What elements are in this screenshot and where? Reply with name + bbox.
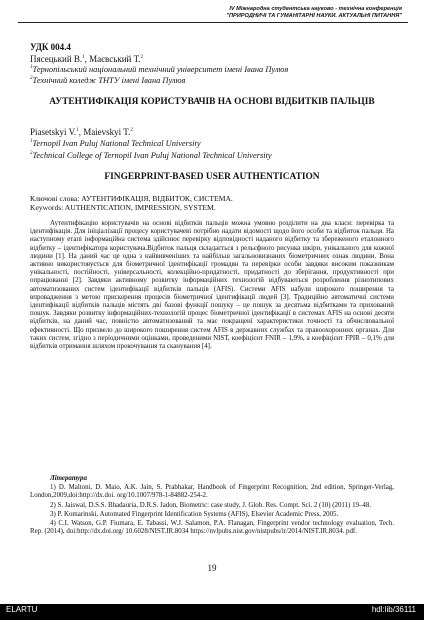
affiliation-1-en-mark: 1 xyxy=(30,139,33,145)
author-separator-en: , xyxy=(78,127,84,137)
paper-title-en: FINGERPRINT-BASED USER AUTHENTICATION xyxy=(104,172,320,182)
page-number: 19 xyxy=(207,563,217,573)
keywords-ua: Ключові слова: АУТЕНТИФІКАЦІЯ, ВІДБИТОК, СИСТЕМА. xyxy=(30,194,233,203)
affiliation-1-ua xyxy=(30,65,288,75)
affiliation-2-ua xyxy=(30,76,185,86)
author-2-en: Maievskyi T. xyxy=(83,127,131,137)
affiliation-1-ua-mark: 1 xyxy=(30,65,33,71)
footer-handle: hdl:lib/36111 xyxy=(371,605,416,614)
author-1-en-affiliation-mark: 1 xyxy=(76,128,79,133)
author-2-en-affiliation-mark: 2 xyxy=(130,128,133,133)
author-1-ua-affiliation-mark: 1 xyxy=(82,55,85,60)
affiliation-1-ua-text: Тернопільський національний технічний університет імені Івана Пулюя xyxy=(32,65,289,74)
conference-header xyxy=(30,6,402,19)
conference-header-line2: "ПРИРОДНИЧІ ТА ГУМАНІТАРНІ НАУКИ. АКТУАЛЬНІ ПИТАННЯ" xyxy=(226,12,402,19)
paper-title-ua: АУТЕНТИФІКАЦІЯ КОРИСТУВАЧІВ НА ОСНОВІ ВІДБИТКІВ ПАЛЬЦІВ xyxy=(49,97,375,107)
reference-item: 3) P. Komarinski, Automated Fingerprint Identification Systems (AFIS), Elsevier Academic Press, 2005. xyxy=(50,510,339,518)
affiliation-2-ua-mark: 2 xyxy=(30,76,33,82)
authors-ua xyxy=(30,54,143,64)
reference-item: 1) D. Maltoni, D. Maio, A.K. Jain, S. Prabhakar, Handbook of Fingerprint Recognition, 2nd edition, Springer-Verlag, London,2009,doi:http://dx.doi. org/10.1007/978-1-84882-254-2. xyxy=(30,484,394,500)
author-separator-ua: , xyxy=(84,54,90,64)
affiliation-2-ua-text: Технічний коледж ТНТУ імені Івана Пулюя xyxy=(32,76,186,85)
udk-code: УДК 004.4 xyxy=(30,42,71,52)
author-1-en: Piasetskyi V. xyxy=(30,127,77,137)
header-rule xyxy=(18,22,408,23)
author-2-ua: Маєвський Т. xyxy=(89,54,141,64)
affiliation-2-en-mark: 2 xyxy=(30,151,33,157)
reference-item: 2) S. Jaiswal, D.S.S. Bhadauria, D.R.S. Jadon, Biometric: case study, J. Glob. Res. Compt. Sci. 2 (10) (2011) 19–48. xyxy=(50,501,372,509)
affiliation-2-en-text: Technical College of Ternopil Ivan Puluj National Technical University xyxy=(32,151,272,160)
author-1-ua: Пясецький В. xyxy=(30,54,83,64)
references-list xyxy=(30,484,394,538)
body-paragraph: Аутентифікацію користувачів на основі відбитків пальців можна умовно розділити на два класи: перевірка та ідентифікація. Для ініціалізації процесу користувачеві потрібно надати відомості щодо його особи та відбиток пальця. На наступному етапі інформаційна система здійснює перевірку відповідності наданого відбитку та збереженого еталонного відбитку – ідентифікатора користувача.Відбиток пальця складається з рельєфного рисунка шкіри, унікального для кожної людини [1]. На даний час це одна з найвивченіших та найбільш загальновизнаних біометричних ознак людини. Вона активно використовується для біометричної ідентифікації громадян та перевірки особи завдяки високим показникам унікальності, постійності, універсальності, колекційно-придатності, придатності до зберігання, продуктивності при опрацюванні [2]. Завдяки активному розвитку інформаційних технологій відбуваються розроблення різнотипових автоматизованих систем ідентифікації відбитків пальців (AFIS). Системи AFIS набули широкого поширення та впровадження з метою прискорення процесів біометричної ідентифікації людей [3]. Традиційно автоматичні системи ідентифікації відбитків пальців містять дві базові функції пошуку – це пошук за десятьма відбитками та прихований пошук. Завдяки розвитку інформаційних-технологій процес біометричної ідентифікації в системах AFIS на основі десяти відбитків, на даний час, повністю автоматизований та має покращені характеристики точності та обчислювальної ефективності. Що призвело до широкого поширення систем AFIS в державних службах та правоохоронних органах. Для таких систем, згідно з періодичними оцінками, проведеними NIST, коефіцієнт FNIR – 1,9%, а коефіцієнт FPIR – 0,1% для відбитків отримання шляхом прокочування та сканування [4]. xyxy=(30,220,394,351)
keywords-en: Keywords: AUTHENTICATION, IMPRESSION, SYSTEM. xyxy=(30,203,216,212)
affiliation-1-en-text: Ternopil Ivan Puluj National Technical University xyxy=(32,139,201,148)
author-2-ua-affiliation-mark: 2 xyxy=(140,55,143,60)
conference-header-line1: IV Міжнародна студентська науково - технічна конференція xyxy=(229,6,402,12)
reference-item: 4) C.I. Watson, G.P. Fiumara, E. Tabassi, W.J. Salamon, P.A. Flanagan, Fingerprint vendor technology evaluation, Tech. Rep. (2014), doi:http://dx.doi.org/ 10.6028/NIST.IR.8034 https://nvlpubs.nist.gov/nistpubs/ir/2014/NIST.IR.8034. pdf. xyxy=(30,520,394,536)
affiliation-1-en xyxy=(30,139,201,149)
authors-en xyxy=(30,127,133,137)
references-heading: Література xyxy=(50,475,87,482)
affiliation-2-en xyxy=(30,151,272,161)
footer-repository-name: ELARTU xyxy=(6,605,38,614)
